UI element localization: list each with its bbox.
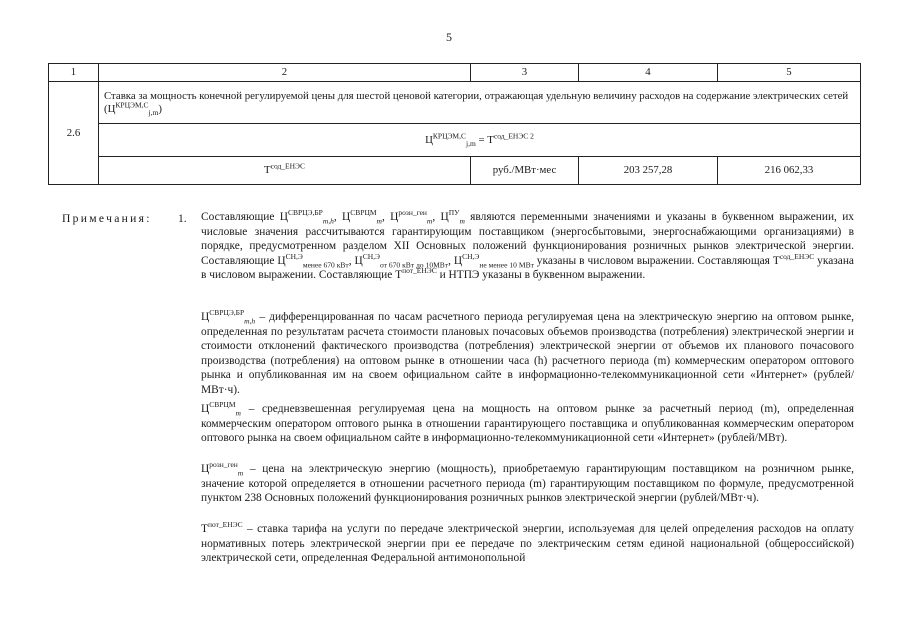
p5-text: – ставка тарифа на услуги по передаче электрической энергии, используемая для целей определения расходов на оплату нормативных потерь электрической энергии при ее передаче по электрическим сетям единой национальной (общероссийской) электрической сети, определенная Федеральной антимонопольной bbox=[201, 523, 854, 565]
p1-sym-6-sup: СН,Э bbox=[362, 251, 381, 261]
p4-sym-sup: розн_ген bbox=[209, 460, 238, 470]
p1-text-5: и НТПЭ указаны в буквенном выражении. bbox=[436, 269, 646, 282]
description-sup: КРЦЭМ,С bbox=[115, 100, 149, 110]
table-row-values bbox=[49, 157, 861, 185]
p3-sym-sup: СВРЦМ bbox=[209, 400, 236, 410]
p1-sym-3-sub: m bbox=[426, 216, 433, 226]
p1-sym-1-sup: СВРЦЭ,БР bbox=[287, 208, 323, 218]
p1-sym-9: Т bbox=[395, 269, 403, 282]
note-item-number: 1. bbox=[178, 212, 187, 225]
note-paragraph-5 bbox=[201, 522, 854, 566]
row-id: 2.6 bbox=[49, 82, 99, 185]
p1-sym-7-sup: СН,Э bbox=[462, 251, 480, 261]
table-row-formula bbox=[49, 124, 861, 157]
p3-sym: Ц bbox=[201, 403, 210, 415]
p1-text-1: Составляющие bbox=[201, 211, 280, 223]
notes-label: Примечания: bbox=[62, 212, 152, 225]
p1-text-3: указаны в числовом выражении. Составляющая bbox=[533, 254, 773, 267]
p1-comma-2: , bbox=[381, 211, 391, 223]
p1-sym-7: Ц bbox=[453, 254, 463, 267]
p1-sym-2-sub: m bbox=[376, 216, 382, 226]
param-sup: сод_ЕНЭС bbox=[270, 161, 305, 171]
p2-sym-sub: m,h bbox=[244, 316, 256, 326]
p1-sym-6-sub: от 670 кВт до 10МВт bbox=[380, 260, 449, 270]
unit-cell: руб./МВт·мес bbox=[471, 157, 579, 185]
formula-lhs: Ц bbox=[425, 133, 433, 146]
p1-sym-5-sub: менее 670 кВт bbox=[302, 260, 349, 270]
p5-sym-sup: пот_ЕНЭС bbox=[207, 520, 243, 530]
p1-sym-1: Ц bbox=[279, 211, 288, 223]
page-number: 5 bbox=[446, 30, 452, 44]
description-text: Ставка за мощность конечной регулируемой цены для шестой ценовой категории, отражающая удельную величину расходов на содержание электрических сетей ( bbox=[104, 89, 849, 115]
formula-rhs-sup: сод_ЕНЭС 2 bbox=[493, 131, 534, 141]
header-col-3: 3 bbox=[471, 64, 579, 82]
p4-text: – цена на электрическую энергию (мощность), приобретаемую гарантирующим поставщиком на розничном рынке, значение которой определяется в отношении расчетного периода (m) гарантирующим поставщиком по формуле, предусмотренной пунктом 238 Основных положений функционирования розничных рынков электрической энергии (рублей/МВт·ч). bbox=[201, 463, 854, 505]
p1-sym-3: Ц bbox=[390, 211, 399, 223]
param-symbol: Т bbox=[264, 164, 271, 177]
p1-sym-6: Ц bbox=[354, 254, 363, 267]
header-col-1: 1 bbox=[49, 64, 99, 82]
p1-sym-7-sub: не менее 10 МВт bbox=[479, 260, 534, 270]
note-paragraph-4 bbox=[201, 462, 854, 506]
value1-cell: 203 257,28 bbox=[579, 157, 718, 185]
p1-sym-5: Ц bbox=[277, 254, 286, 267]
p2-sym-sup: СВРЦЭ,БР bbox=[209, 308, 245, 318]
formula-eq: = bbox=[475, 133, 488, 146]
p1-sym-8: Т bbox=[772, 254, 780, 267]
p1-sym-4: Ц bbox=[440, 211, 449, 223]
row-formula bbox=[99, 124, 861, 157]
table-row-description bbox=[49, 82, 861, 124]
p5-sym: Т bbox=[201, 523, 208, 535]
p1-sym-8-sup: сод_ЕНЭС bbox=[779, 251, 815, 261]
p1-comma-5: , bbox=[348, 254, 355, 267]
param-cell bbox=[99, 157, 471, 185]
header-col-4: 4 bbox=[579, 64, 718, 82]
p3-sym-sub: m bbox=[235, 408, 241, 418]
p1-sym-4-sub: m bbox=[459, 216, 465, 226]
p1-comma-3: , bbox=[432, 211, 441, 223]
p1-sym-2: Ц bbox=[342, 211, 351, 223]
p1-sym-1-sub: m,h bbox=[322, 216, 334, 226]
p2-sym: Ц bbox=[201, 311, 210, 323]
note-paragraph-2 bbox=[201, 310, 854, 398]
tariff-table bbox=[48, 63, 861, 185]
p4-sym: Ц bbox=[201, 463, 210, 475]
table-header-row bbox=[49, 64, 861, 82]
p1-sym-3-sup: розн_ген bbox=[398, 208, 427, 218]
value2-cell: 216 062,33 bbox=[718, 157, 861, 185]
p2-text: – дифференцированная по часам расчетного периода регулируемая цена на электрическую энергию на оптовом рынке, определенная по результатам расчета стоимости плановых почасовых объемов производства (потребления) электрической энергии и стоимости отклонений фактического производства (потребления) электрической энергии от объемов их планового почасового производства (потребления) на оптовом рынке в отношении часа (h) расчетного периода (m) коммерческим оператором оптового рынка и опубликованная им на своем официальном сайте в информационно-телекоммуникационной сети «Интернет» (рублей/МВт·ч). bbox=[201, 311, 854, 396]
p1-sym-2-sup: СВРЦМ bbox=[350, 208, 377, 218]
p1-comma-6: , bbox=[448, 254, 454, 267]
p1-sym-9-sup: пот_ЕНЭС bbox=[402, 266, 437, 276]
description-symbol: Ц bbox=[107, 102, 116, 115]
p1-text-4: указана в числовом выражении. Составляющие bbox=[201, 254, 854, 282]
note-paragraph-3 bbox=[201, 402, 854, 446]
p1-sym-5-sup: СН,Э bbox=[285, 251, 303, 261]
header-col-2: 2 bbox=[99, 64, 471, 82]
p1-sym-4-sup: ПУ bbox=[448, 208, 460, 218]
p4-sym-sub: m bbox=[237, 468, 244, 478]
description-sub: j,m bbox=[148, 108, 159, 118]
formula-rhs: Т bbox=[487, 133, 494, 146]
note-paragraph-1 bbox=[201, 210, 854, 283]
description-close: ) bbox=[158, 102, 162, 115]
p1-text-2: являются переменными значениями и указаны в буквенном выражении, их числовые значения рассчитываются гарантирующим поставщиком (энергосбытовыми, энергоснабжающими организациями) в порядке, предусмотренном разделом XII Основных положений функционирования розничных рынков электрической энергии. Составляющие bbox=[201, 211, 854, 267]
row-description bbox=[99, 82, 861, 124]
formula-lhs-sub: j,m bbox=[465, 138, 476, 148]
formula-lhs-sup: КРЦЭМ,С bbox=[432, 131, 466, 141]
p1-comma-1: , bbox=[333, 211, 343, 223]
header-col-5: 5 bbox=[718, 64, 861, 82]
p3-text: – средневзвешенная регулируемая цена на мощность на оптовом рынке за расчетный период (m), определенная коммерческим оператором оптового рынка в отношении гарантирующего поставщика и опубликованная коммерческим оператором оптового рынка на своем официальном сайте в информационно-телекоммуникационной сети «Интернет» (рублей/МВт). bbox=[201, 403, 854, 445]
